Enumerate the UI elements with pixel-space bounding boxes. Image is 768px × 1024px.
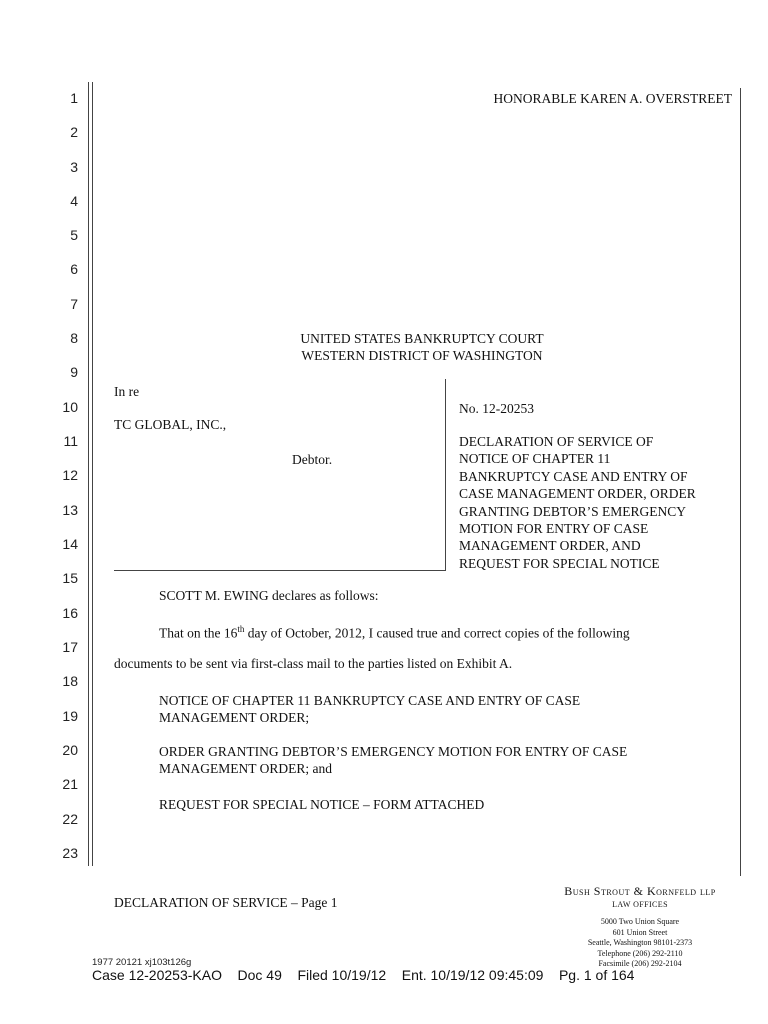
law-firm-address [540,917,740,970]
caption-vertical-rule [445,379,446,571]
address-line: Telephone (206) 292-2110 [597,948,683,958]
law-firm-subtitle: LAW OFFICES [612,900,668,909]
declarant-statement: SCOTT M. EWING declares as follows: [159,588,379,603]
address-line: Facsimile (206) 292-2104 [598,959,682,968]
service-paragraph-line-2: documents to be sent via first-class mail to the parties listed on Exhibit A. [114,656,513,671]
law-firm-block [540,884,740,970]
line-number: 17 [62,639,78,655]
line-number: 1 [70,90,78,106]
served-document-item: NOTICE OF CHAPTER 11 BANKRUPTCY CASE AND ENTRY OF CASE [159,693,581,708]
service-paragraph-start: That on the 16 [159,625,238,641]
line-number: 9 [70,364,78,380]
court-name-line-2: WESTERN DISTRICT OF WASHINGTON [301,348,543,363]
footer-page-label: DECLARATION OF SERVICE – Page 1 [114,895,338,910]
line-number: 8 [70,330,78,346]
served-document-item: MANAGEMENT ORDER; [159,710,310,725]
ecf-filing-stamp: Case 12-20253-KAO Doc 49 Filed 10/19/12 Ent. 10/19/12 09:45:09 Pg. 1 of 164 [92,967,635,983]
address-line: 601 Union Street [612,927,668,937]
service-paragraph-rest: day of October, 2012, I caused true and correct copies of the following [244,625,630,641]
court-name-line-1: UNITED STATES BANKRUPTCY COURT [300,331,544,346]
line-number: 10 [62,399,78,415]
document-title-line: BANKRUPTCY CASE AND ENTRY OF [459,468,688,484]
document-title-line: MANAGEMENT ORDER, AND [459,538,641,554]
served-document-item: MANAGEMENT ORDER; and [159,761,332,776]
caption-horizontal-rule [114,570,446,571]
served-document-item: REQUEST FOR SPECIAL NOTICE – FORM ATTACHED [159,797,485,812]
line-number: 5 [70,227,78,243]
document-title-line: REQUEST FOR SPECIAL NOTICE [459,555,660,571]
line-number: 20 [62,742,78,758]
document-id: 1977 20121 xj103t126g [92,957,192,968]
document-title-line: NOTICE OF CHAPTER 11 [459,451,611,467]
line-number: 2 [70,124,78,140]
service-paragraph-line-1 [159,621,630,642]
line-number: 7 [70,296,78,312]
debtor-name: TC GLOBAL, INC., [114,417,227,432]
left-margin-rule-outer [88,82,89,866]
in-re-label: In re [114,384,140,399]
left-margin-rule-inner [92,82,93,866]
line-number: 19 [62,708,78,724]
line-number: 13 [62,502,78,518]
judge-name: HONORABLE KAREN A. OVERSTREET [493,91,732,106]
line-number: 21 [62,776,78,792]
document-title-line: DECLARATION OF SERVICE OF [459,434,654,449]
address-line: Seattle, Washington 98101-2373 [587,938,693,947]
line-number: 4 [70,193,78,209]
line-number: 23 [62,845,78,861]
debtor-label: Debtor. [292,452,333,467]
line-number: 16 [62,605,78,621]
line-number: 12 [62,467,78,483]
address-line: 5000 Two Union Square [600,917,680,926]
law-firm-name: Bush Strout & Kornfeld llp [564,884,716,898]
right-margin-rule [740,88,741,876]
line-number: 6 [70,261,78,277]
served-document-item: ORDER GRANTING DEBTOR’S EMERGENCY MOTION FOR ENTRY OF CASE [159,744,628,759]
document-title-line: CASE MANAGEMENT ORDER, ORDER [459,486,696,502]
line-number: 18 [62,673,78,689]
document-title-line: GRANTING DEBTOR’S EMERGENCY [459,503,687,519]
line-number: 11 [63,433,78,449]
line-number: 3 [70,159,78,175]
document-title [459,433,696,572]
ordinal-suffix: th [237,624,245,634]
case-number: No. 12-20253 [459,401,534,416]
line-number: 14 [62,536,78,552]
line-number: 15 [62,570,78,586]
line-number: 22 [62,811,78,827]
document-title-line: MOTION FOR ENTRY OF CASE [459,521,649,537]
